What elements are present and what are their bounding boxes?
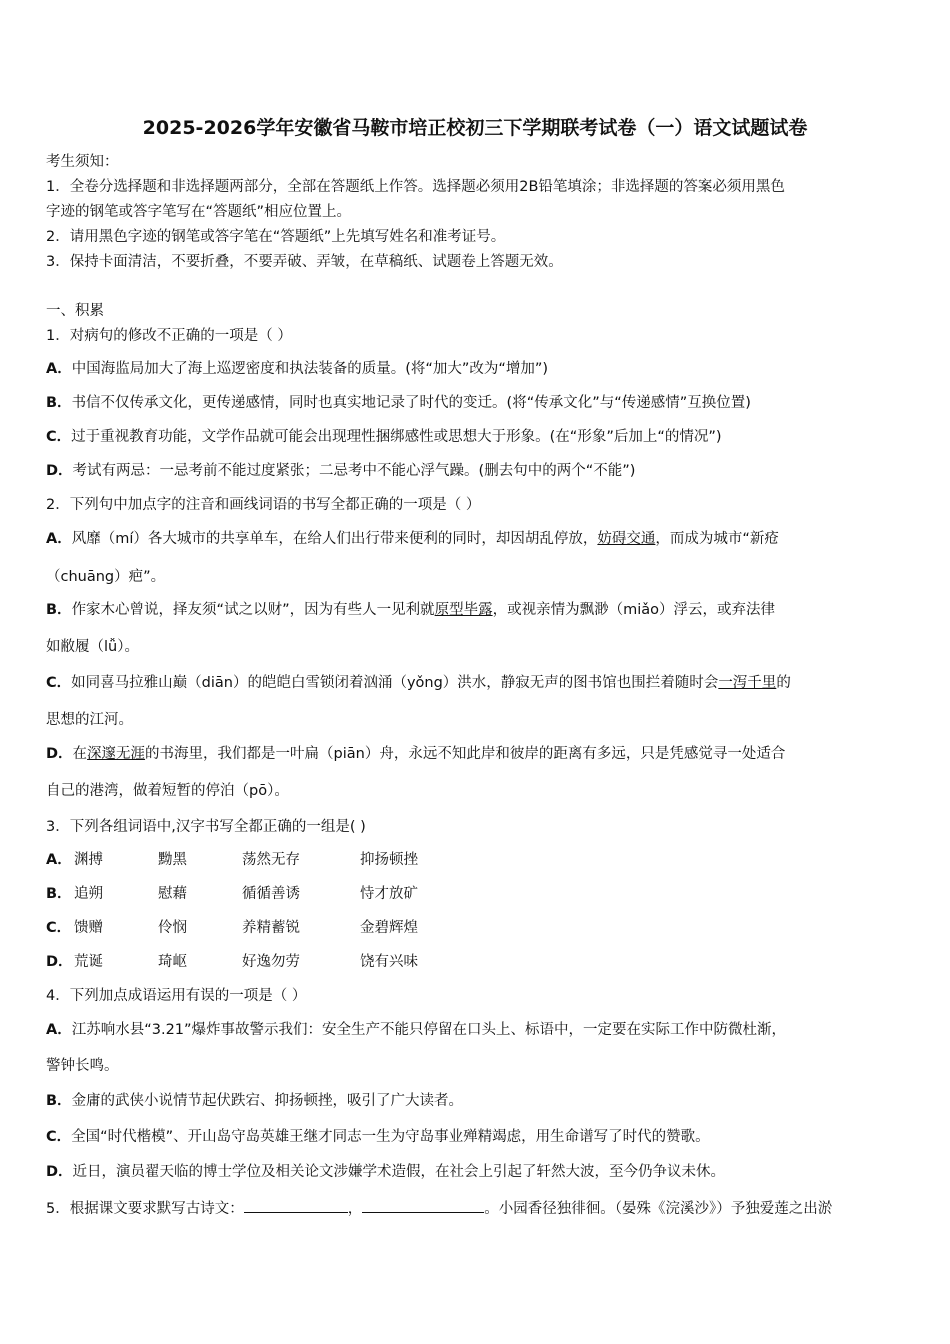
option-key: D． [46,463,73,479]
word: 饶有兴味 [360,954,418,970]
option-key: C． [46,1129,72,1145]
q2-option-a-cont: （chuāng）疤”。 [46,569,166,585]
q3-stem: 3．下列各组词语中,汉字书写全都正确的一组是( ) [46,819,366,835]
word: 追朔 [74,886,103,902]
word: 恃才放矿 [360,886,418,902]
q5-prefix: 5．根据课文要求默写古诗文： [46,1201,244,1217]
option-key: A． [46,361,72,377]
option-key: B． [46,886,72,902]
q1-stem: 1．对病句的修改不正确的一项是（ ） [46,328,292,344]
notice-heading: 考生须知： [46,154,119,170]
option-text: 江苏响水县“3.21”爆炸事故警示我们：安全生产不能只停留在口头上、标语中，一定要在实际工作中防微杜渐， [71,1022,787,1038]
word: 伶悯 [158,920,187,936]
q1-option-d [46,461,635,481]
option-key: D． [46,1164,73,1180]
q2-option-d [46,744,785,764]
q3-option-c [46,918,418,938]
notice-item-2: 2．请用黑色字迹的钢笔或答字笔在“答题纸”上先填写姓名和准考证号。 [46,229,506,245]
q5-stem [46,1198,832,1219]
q2-option-d-cont: 自己的港湾，做着短暂的停泊（pō）。 [46,783,289,799]
q2-option-c [46,673,791,693]
option-text: 的书海里，我们都是一叶扁（piān）舟，永远不知此岸和彼岸的距离有多远，只是凭感觉寻一处适合 [145,746,786,762]
option-key: A． [46,852,72,868]
option-text: ，而成为城市“新疮 [655,531,779,547]
option-text: 作家木心曾说，择友须“试之以财”，因为有些人一见利就 [71,602,435,618]
page-title: 2025-2026学年安徽省马鞍市培正校初三下学期联考试卷（一）语文试题试卷 [142,117,808,139]
q4-option-a-cont: 警钟长鸣。 [46,1058,119,1074]
word: 金碧辉煌 [360,920,418,936]
q3-option-d [46,952,418,972]
option-key: B． [46,1093,72,1109]
word: 琦岖 [158,954,187,970]
answer-blank[interactable] [362,1198,484,1213]
word: 循循善诱 [242,886,300,902]
word: 抑扬顿挫 [360,852,418,868]
option-text: 如同喜马拉雅山巅（diān）的皑皑白雪锁闭着汹涌（yǒng）洪水，静寂无声的图书馆也围拦着随时会 [71,675,719,691]
q1-option-a [46,359,548,379]
q3-option-b [46,884,418,904]
option-key: C． [46,429,72,445]
option-text: 在 [72,746,88,762]
q1-option-b [46,393,751,413]
q4-option-a [46,1020,786,1040]
option-text: 金庸的武侠小说情节起伏跌宕、抑扬顿挫，吸引了广大读者。 [71,1093,464,1109]
option-key: A． [46,531,72,547]
option-key: B． [46,395,72,411]
q2-stem: 2．下列句中加点字的注音和画线词语的书写全都正确的一项是（ ） [46,497,481,513]
word: 荒诞 [74,954,103,970]
q4-stem: 4．下列加点成语运用有误的一项是（ ） [46,988,307,1004]
q4-option-c [46,1127,710,1147]
notice-item-3: 3．保持卡面清洁，不要折叠，不要弄破、弄皱，在草稿纸、试题卷上答题无效。 [46,254,563,270]
word: 养精蓄锐 [242,920,300,936]
word: 馈赠 [74,920,103,936]
q3-option-a [46,850,418,870]
underlined-word: 一泻千里 [718,675,777,691]
option-key: A． [46,1022,72,1038]
q4-option-d [46,1162,725,1182]
word: 黝黑 [158,852,187,868]
word: 渊搏 [74,852,103,868]
word: 慰藉 [158,886,187,902]
option-text: 近日，演员翟天临的博士学位及相关论文涉嫌学术造假，在社会上引起了轩然大波，至今仍争议未休。 [72,1164,726,1180]
q5-suffix: 。小园香径独徘徊。（晏殊《浣溪沙》）予独爱莲之出淤 [484,1201,833,1217]
option-text: 的 [776,675,791,691]
option-key: D． [46,746,73,762]
option-key: B． [46,602,72,618]
option-text: ，或视亲情为飘渺（miǎo）浮云，或弃法律 [492,602,776,618]
notice-item-1: 1．全卷分选择题和非选择题两部分，全部在答题纸上作答。选择题必须用2B铅笔填涂；非选择题的答案必须用黑色 [46,179,785,195]
option-text: 中国海监局加大了海上巡逻密度和执法装备的质量。(将“加大”改为“增加”) [71,361,549,377]
q2-option-b [46,600,775,620]
notice-item-1-cont: 字迹的钢笔或答字笔写在“答题纸”相应位置上。 [46,204,352,220]
option-key: C． [46,675,72,691]
option-text: 书信不仅传承文化，更传递感情，同时也真实地记录了时代的变迁。(将“传承文化”与“传递感情”互换位置) [71,395,751,411]
q1-option-c [46,427,722,447]
underlined-word: 妨碍交通 [597,531,656,547]
q2-option-a [46,529,779,549]
option-key: C． [46,920,72,936]
q2-option-c-cont: 思想的江河。 [46,712,133,728]
underlined-word: 原型毕露 [434,602,493,618]
word: 荡然无存 [242,852,300,868]
answer-blank[interactable] [244,1198,348,1213]
section-heading: 一、积累 [46,303,104,319]
option-key: D． [46,954,73,970]
option-text: 过于重视教育功能，文学作品就可能会出现理性捆绑感性或思想大于形象。(在“形象”后加上“的情况”) [71,429,722,445]
q4-option-b [46,1091,463,1111]
underlined-word: 深邃无涯 [87,746,146,762]
q5-separator: ， [347,1201,363,1217]
option-text: 风靡（mí）各大城市的共享单车，在给人们出行带来便利的同时，却因胡乱停放， [71,531,598,547]
q2-option-b-cont: 如敝履（lǚ）。 [46,639,139,655]
word: 好逸勿劳 [242,954,300,970]
option-text: 考试有两忌：一忌考前不能过度紧张；二忌考中不能心浮气躁。(删去句中的两个“不能”) [72,463,636,479]
option-text: 全国“时代楷模”、开山岛守岛英雄王继才同志一生为守岛事业殚精竭虑，用生命谱写了时代的赞歌。 [71,1129,710,1145]
